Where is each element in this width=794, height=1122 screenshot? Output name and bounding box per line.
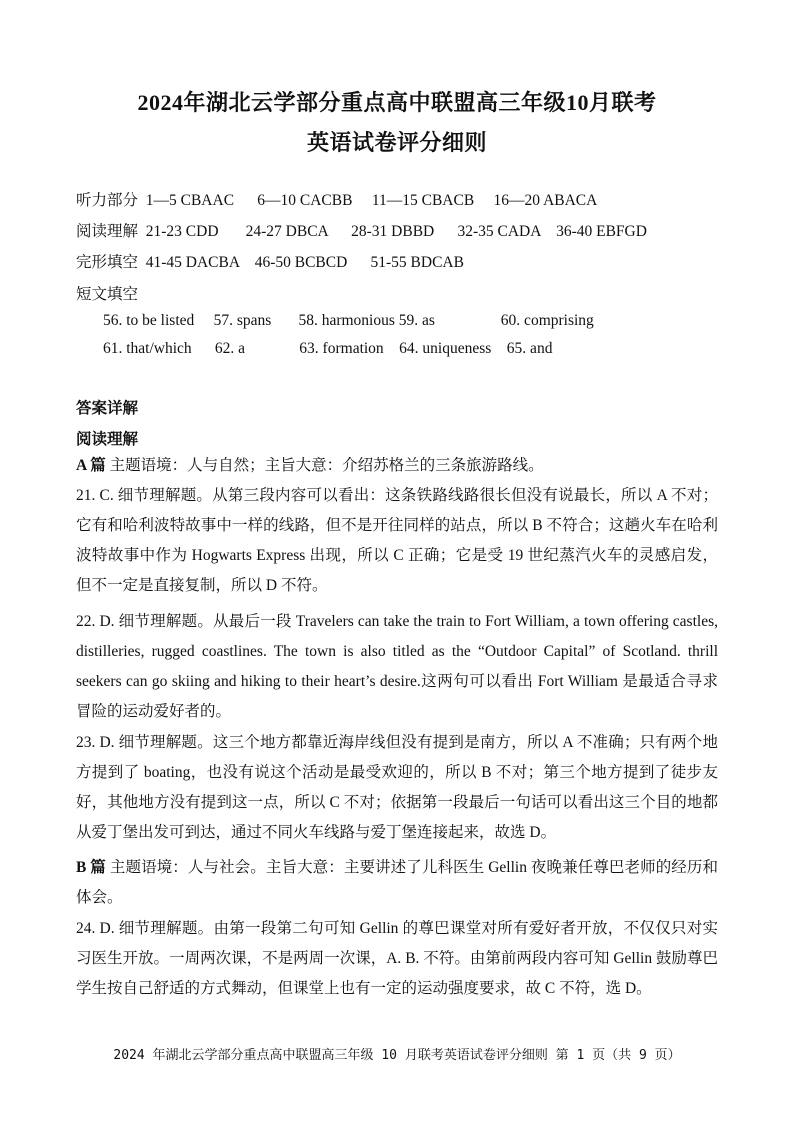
answer-key-short-blank-label: 短文填空 [76,286,139,303]
answer-key-short-blank-row-2: 61. that/which 62. a 63. formation 64. uniqueness 65. and [103,340,553,357]
passage-b-label: B 篇 [76,859,106,876]
section-title-answer-details: 答案详解 [76,400,139,417]
question-22-explanation: 22. D. 细节理解题。从最后一段 Travelers can take the train to Fort William, a town offering castles, distilleries, rugged coastlines. The town is also titled as the “Outdoor Capital” of Scotland. thrill seekers can go skiing and hiking to their heart’s desire.这两句可以看出 Fort William 是最适合寻求冒险的运动爱好者的。 [76,613,718,720]
passage-a-label: A 篇 [76,457,106,474]
section-title-reading: 阅读理解 [76,431,139,448]
passage-a-intro [76,451,718,481]
question-23-explanation: 23. D. 细节理解题。这三个地方都靠近海岸线但没有提到是南方，所以 A 不准确；只有两个地方提到了 boating，也没有说这个活动是最受欢迎的，所以 B 不对；第三个地方提到了徒步友好，其他地方没有提到这一点，所以 C 不对；依据第一段最后一句话可以看出这三个目的地都从爱丁堡出发可到达，通过不同火车线路与爱丁堡连接起来，故选 D。 [76,734,718,841]
passage-b-intro [76,853,718,913]
answer-key-listening: 听力部分 1—5 CBAAC 6—10 CACBB 11—15 CBACB 16—20 ABACA [76,192,598,209]
answer-key-short-blank-row-1: 56. to be listed 57. spans 58. harmonious 59. as 60. comprising [103,312,594,329]
passage-b-intro-text: 主题语境：人与社会。主旨大意：主要讲述了儿科医生 Gellin 夜晚兼任尊巴老师的经历和体会。 [76,859,719,906]
question-21-explanation: 21. C. 细节理解题。从第三段内容可以看出：这条铁路线路很长但没有说最长，所以 A 不对；它有和哈利波特故事中一样的线路，但不是开往同样的站点，所以 B 不符合；这趟火车在哈利波特故事中作为 Hogwarts Express 出现，所以 C 正确；它是受 19 世纪蒸汽火车的灵感启发，但不一定是直接复制，所以 D 不符。 [76,487,718,594]
page-footer: 2024 年湖北云学部分重点高中联盟高三年级 10 月联考英语试卷评分细则 第 1 页（共 9 页） [113,1048,681,1063]
answer-key-cloze: 完形填空 41-45 DACBA 46-50 BCBCD 51-55 BDCAB [76,254,464,271]
page-title: 2024年湖北云学部分重点高中联盟高三年级10月联考 [137,90,657,115]
passage-a-intro-text: 主题语境：人与自然；主旨大意：介绍苏格兰的三条旅游路线。 [105,457,544,474]
answer-key-reading: 阅读理解 21-23 CDD 24-27 DBCA 28-31 DBBD 32-35 CADA 36-40 EBFGD [76,223,647,240]
question-24-explanation: 24. D. 细节理解题。由第一段第二句可知 Gellin 的尊巴课堂对所有爱好者开放，不仅仅只对实习医生开放。一周两次课，不是两周一次课，A. B. 不符。由第前两段内容可知 Gellin 鼓励尊巴学生按自己舒适的方式舞动，但课堂上也有一定的运动强度要求，故 C 不符，选 D。 [76,920,718,997]
page-subtitle: 英语试卷评分细则 [306,130,487,155]
